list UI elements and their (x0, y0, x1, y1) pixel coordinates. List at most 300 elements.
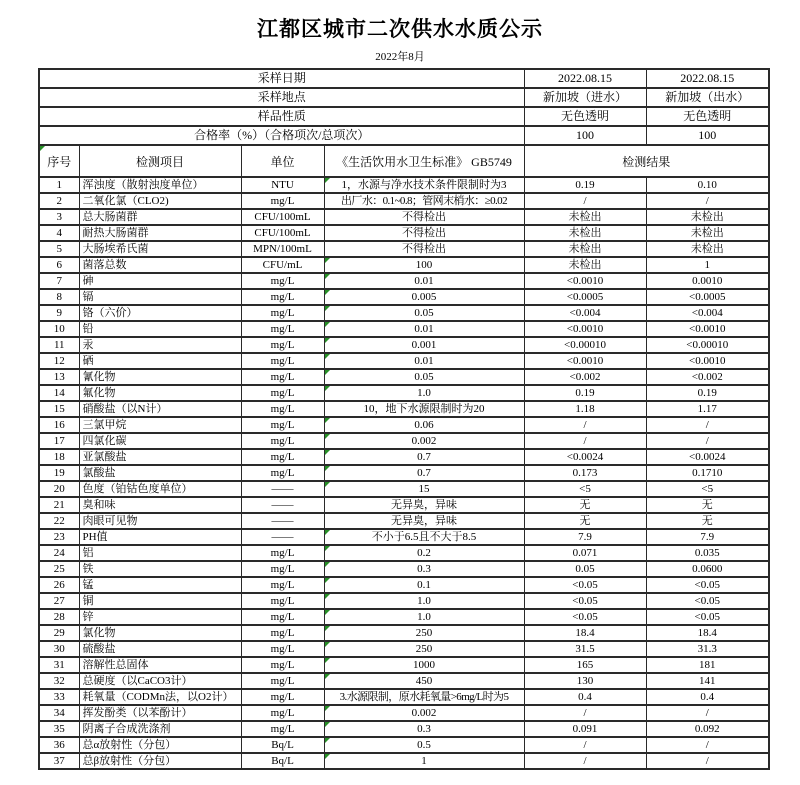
unit-cell: mg/L (241, 657, 324, 673)
result-outlet-cell: <5 (646, 481, 769, 497)
table-row (39, 369, 769, 385)
index-cell: 4 (39, 225, 79, 241)
standard-cell: 250 (324, 641, 524, 657)
excel-flag-icon (325, 418, 330, 423)
result-inlet-cell: / (524, 417, 646, 433)
col-header-label: 序号 (47, 154, 72, 169)
item-cell: 氟化物 (79, 385, 241, 401)
item-cell: 耗氧量（CODMn法，以O2计） (79, 689, 241, 705)
excel-flag-icon (325, 482, 330, 487)
meta-value-inlet: 2022.08.15 (524, 69, 646, 88)
index-cell: 17 (39, 433, 79, 449)
index-cell: 31 (39, 657, 79, 673)
result-outlet-cell: 181 (646, 657, 769, 673)
item-cell: 砷 (79, 273, 241, 289)
table-row (39, 625, 769, 641)
result-inlet-cell: 18.4 (524, 625, 646, 641)
standard-cell: 0.05 (324, 369, 524, 385)
table-row (39, 305, 769, 321)
result-outlet-cell: / (646, 193, 769, 209)
meta-row-sample-nature (39, 107, 769, 126)
result-outlet-cell: 0.1710 (646, 465, 769, 481)
item-cell: 浑浊度（散射浊度单位） (79, 177, 241, 193)
result-outlet-cell: <0.002 (646, 369, 769, 385)
result-inlet-cell: 31.5 (524, 641, 646, 657)
table-row (39, 273, 769, 289)
table-row (39, 337, 769, 353)
index-cell: 24 (39, 545, 79, 561)
item-cell: 硫酸盐 (79, 641, 241, 657)
table-row (39, 449, 769, 465)
result-inlet-cell: / (524, 737, 646, 753)
result-outlet-cell: 无 (646, 513, 769, 529)
result-outlet-cell: / (646, 737, 769, 753)
table-row (39, 289, 769, 305)
unit-cell: Bq/L (241, 753, 324, 769)
table-row (39, 353, 769, 369)
result-inlet-cell: 130 (524, 673, 646, 689)
index-cell: 16 (39, 417, 79, 433)
standard-cell: 不得检出 (324, 225, 524, 241)
standard-cell: 1.0 (324, 385, 524, 401)
standard-cell: 0.5 (324, 737, 524, 753)
meta-label: 样品性质 (39, 107, 524, 126)
standard-cell: 0.7 (324, 449, 524, 465)
table-row (39, 673, 769, 689)
index-cell: 10 (39, 321, 79, 337)
result-inlet-cell: / (524, 705, 646, 721)
excel-flag-icon (325, 658, 330, 663)
result-outlet-cell: <0.0010 (646, 321, 769, 337)
excel-flag-icon (40, 146, 45, 151)
col-header-index (39, 145, 79, 177)
result-outlet-cell: / (646, 417, 769, 433)
result-inlet-cell: <0.0010 (524, 273, 646, 289)
meta-label: 采样地点 (39, 88, 524, 107)
unit-cell: mg/L (241, 609, 324, 625)
table-row (39, 705, 769, 721)
table-row (39, 529, 769, 545)
excel-flag-icon (325, 338, 330, 343)
unit-cell: —— (241, 497, 324, 513)
unit-cell: mg/L (241, 689, 324, 705)
col-header-item: 检测项目 (79, 145, 241, 177)
index-cell: 34 (39, 705, 79, 721)
item-cell: 大肠埃希氏菌 (79, 241, 241, 257)
item-cell: 耐热大肠菌群 (79, 225, 241, 241)
item-cell: 总β放射性（分包） (79, 753, 241, 769)
unit-cell: mg/L (241, 433, 324, 449)
index-cell: 2 (39, 193, 79, 209)
unit-cell: mg/L (241, 401, 324, 417)
item-cell: 氯酸盐 (79, 465, 241, 481)
table-row (39, 241, 769, 257)
index-cell: 9 (39, 305, 79, 321)
result-outlet-cell: 未检出 (646, 241, 769, 257)
unit-cell: mg/L (241, 561, 324, 577)
index-cell: 18 (39, 449, 79, 465)
unit-cell: mg/L (241, 369, 324, 385)
unit-cell: mg/L (241, 641, 324, 657)
unit-cell: mg/L (241, 289, 324, 305)
result-inlet-cell: 0.091 (524, 721, 646, 737)
result-inlet-cell: 0.173 (524, 465, 646, 481)
meta-label: 采样日期 (39, 69, 524, 88)
standard-cell: 0.01 (324, 353, 524, 369)
item-cell: 镉 (79, 289, 241, 305)
index-cell: 22 (39, 513, 79, 529)
index-cell: 19 (39, 465, 79, 481)
result-outlet-cell: / (646, 705, 769, 721)
table-row (39, 417, 769, 433)
item-cell: 铝 (79, 545, 241, 561)
standard-cell: 不小于6.5且不大于8.5 (324, 529, 524, 545)
result-outlet-cell: 18.4 (646, 625, 769, 641)
item-cell: 氯化物 (79, 625, 241, 641)
result-inlet-cell: 未检出 (524, 225, 646, 241)
table-body (39, 177, 769, 769)
standard-cell: 0.002 (324, 433, 524, 449)
standard-cell: 0.001 (324, 337, 524, 353)
result-inlet-cell: 0.19 (524, 177, 646, 193)
result-inlet-cell: <0.0010 (524, 353, 646, 369)
meta-row-sampling-date (39, 69, 769, 88)
standard-cell: 450 (324, 673, 524, 689)
index-cell: 12 (39, 353, 79, 369)
unit-cell: mg/L (241, 385, 324, 401)
result-outlet-cell: <0.0010 (646, 353, 769, 369)
standard-cell: 100 (324, 257, 524, 273)
excel-flag-icon (325, 610, 330, 615)
index-cell: 23 (39, 529, 79, 545)
excel-flag-icon (325, 354, 330, 359)
index-cell: 21 (39, 497, 79, 513)
water-quality-table (38, 68, 770, 770)
result-outlet-cell: 0.4 (646, 689, 769, 705)
item-cell: 氰化物 (79, 369, 241, 385)
column-header-row (39, 145, 769, 177)
table-row (39, 177, 769, 193)
table-row (39, 641, 769, 657)
index-cell: 5 (39, 241, 79, 257)
excel-flag-icon (325, 370, 330, 375)
item-cell: 铬（六价） (79, 305, 241, 321)
table-row (39, 497, 769, 513)
index-cell: 29 (39, 625, 79, 641)
result-outlet-cell: 1.17 (646, 401, 769, 417)
item-cell: 锰 (79, 577, 241, 593)
result-outlet-cell: 0.19 (646, 385, 769, 401)
result-outlet-cell: <0.05 (646, 609, 769, 625)
unit-cell: mg/L (241, 577, 324, 593)
item-cell: 总硬度（以CaCO3计） (79, 673, 241, 689)
unit-cell: mg/L (241, 337, 324, 353)
result-inlet-cell: 未检出 (524, 257, 646, 273)
standard-cell: 1.0 (324, 593, 524, 609)
table-row (39, 577, 769, 593)
standard-cell: 0.06 (324, 417, 524, 433)
index-cell: 20 (39, 481, 79, 497)
standard-cell: 0.3 (324, 561, 524, 577)
item-cell: 总大肠菌群 (79, 209, 241, 225)
excel-flag-icon (325, 258, 330, 263)
excel-flag-icon (325, 290, 330, 295)
item-cell: 三氯甲烷 (79, 417, 241, 433)
unit-cell: mg/L (241, 417, 324, 433)
unit-cell: mg/L (241, 193, 324, 209)
unit-cell: mg/L (241, 673, 324, 689)
meta-value-inlet: 无色透明 (524, 107, 646, 126)
standard-cell: 250 (324, 625, 524, 641)
item-cell: 肉眼可见物 (79, 513, 241, 529)
standard-cell: 无异臭，异味 (324, 497, 524, 513)
item-cell: 铁 (79, 561, 241, 577)
result-inlet-cell: <0.0024 (524, 449, 646, 465)
table-row (39, 465, 769, 481)
excel-flag-icon (325, 594, 330, 599)
excel-flag-icon (325, 466, 330, 471)
excel-flag-icon (325, 530, 330, 535)
result-inlet-cell: 未检出 (524, 209, 646, 225)
standard-cell: 3.水源限制，原水耗氧量>6mg/L时为5 (324, 689, 524, 705)
standard-cell: 0.7 (324, 465, 524, 481)
index-cell: 25 (39, 561, 79, 577)
result-inlet-cell: 0.19 (524, 385, 646, 401)
excel-flag-icon (325, 450, 330, 455)
excel-flag-icon (325, 178, 330, 183)
excel-flag-icon (325, 386, 330, 391)
unit-cell: mg/L (241, 273, 324, 289)
result-inlet-cell: <0.004 (524, 305, 646, 321)
result-outlet-cell: 1 (646, 257, 769, 273)
unit-cell: CFU/100mL (241, 225, 324, 241)
index-cell: 3 (39, 209, 79, 225)
index-cell: 36 (39, 737, 79, 753)
result-outlet-cell: <0.05 (646, 593, 769, 609)
table-row (39, 593, 769, 609)
excel-flag-icon (325, 754, 330, 759)
result-inlet-cell: 1.18 (524, 401, 646, 417)
result-inlet-cell: <0.05 (524, 593, 646, 609)
index-cell: 33 (39, 689, 79, 705)
unit-cell: mg/L (241, 721, 324, 737)
item-cell: 臭和味 (79, 497, 241, 513)
excel-flag-icon (325, 626, 330, 631)
table-row (39, 689, 769, 705)
standard-cell: 0.002 (324, 705, 524, 721)
excel-flag-icon (325, 642, 330, 647)
excel-flag-icon (325, 322, 330, 327)
result-outlet-cell: 7.9 (646, 529, 769, 545)
table-row (39, 225, 769, 241)
index-cell: 7 (39, 273, 79, 289)
result-outlet-cell: 31.3 (646, 641, 769, 657)
standard-cell: 0.005 (324, 289, 524, 305)
result-outlet-cell: 未检出 (646, 225, 769, 241)
index-cell: 6 (39, 257, 79, 273)
report-month: 2022年8月 (375, 51, 425, 63)
result-inlet-cell: 7.9 (524, 529, 646, 545)
excel-flag-icon (325, 434, 330, 439)
index-cell: 11 (39, 337, 79, 353)
standard-cell: 0.01 (324, 321, 524, 337)
meta-value-outlet: 2022.08.15 (646, 69, 769, 88)
table-row (39, 193, 769, 209)
index-cell: 32 (39, 673, 79, 689)
result-outlet-cell: / (646, 433, 769, 449)
page-title: 江都区城市二次供水水质公示 (257, 18, 543, 41)
table-row (39, 401, 769, 417)
water-quality-notice-page (0, 13, 800, 770)
table-row (39, 657, 769, 673)
result-inlet-cell: 0.071 (524, 545, 646, 561)
table-row (39, 513, 769, 529)
index-cell: 35 (39, 721, 79, 737)
excel-flag-icon (325, 274, 330, 279)
unit-cell: mg/L (241, 593, 324, 609)
result-inlet-cell: 165 (524, 657, 646, 673)
index-cell: 28 (39, 609, 79, 625)
result-outlet-cell: <0.00010 (646, 337, 769, 353)
unit-cell: CFU/100mL (241, 209, 324, 225)
item-cell: 挥发酚类（以苯酚计） (79, 705, 241, 721)
result-outlet-cell: 无 (646, 497, 769, 513)
result-inlet-cell: 未检出 (524, 241, 646, 257)
item-cell: 四氯化碳 (79, 433, 241, 449)
excel-flag-icon (325, 306, 330, 311)
table-row (39, 385, 769, 401)
excel-flag-icon (325, 738, 330, 743)
result-outlet-cell: 0.0600 (646, 561, 769, 577)
standard-cell: 无异臭，异味 (324, 513, 524, 529)
result-outlet-cell: 0.035 (646, 545, 769, 561)
meta-value-outlet: 新加坡（出水） (646, 88, 769, 107)
standard-cell: 1.0 (324, 609, 524, 625)
unit-cell: mg/L (241, 353, 324, 369)
standard-cell: 0.01 (324, 273, 524, 289)
result-inlet-cell: <0.0010 (524, 321, 646, 337)
index-cell: 26 (39, 577, 79, 593)
result-inlet-cell: <0.002 (524, 369, 646, 385)
unit-cell: —— (241, 513, 324, 529)
result-outlet-cell: 0.0010 (646, 273, 769, 289)
index-cell: 13 (39, 369, 79, 385)
result-inlet-cell: <0.05 (524, 609, 646, 625)
index-cell: 1 (39, 177, 79, 193)
meta-value-outlet: 无色透明 (646, 107, 769, 126)
standard-cell: 1，水源与净水技术条件限制时为3 (324, 177, 524, 193)
unit-cell: —— (241, 481, 324, 497)
meta-label: 合格率（%）（合格项次/总项次） (39, 126, 524, 145)
excel-flag-icon (325, 722, 330, 727)
item-cell: 铅 (79, 321, 241, 337)
item-cell: 汞 (79, 337, 241, 353)
index-cell: 15 (39, 401, 79, 417)
unit-cell: mg/L (241, 465, 324, 481)
item-cell: 菌落总数 (79, 257, 241, 273)
meta-value-outlet: 100 (646, 126, 769, 145)
table-row (39, 737, 769, 753)
unit-cell: mg/L (241, 545, 324, 561)
result-outlet-cell: <0.0005 (646, 289, 769, 305)
item-cell: 亚氯酸盐 (79, 449, 241, 465)
result-inlet-cell: 无 (524, 513, 646, 529)
standard-cell: 10，地下水源限制时为20 (324, 401, 524, 417)
table-row (39, 433, 769, 449)
result-inlet-cell: 0.4 (524, 689, 646, 705)
standard-cell: 1000 (324, 657, 524, 673)
excel-flag-icon (325, 546, 330, 551)
item-cell: 总α放射性（分包） (79, 737, 241, 753)
standard-cell: 15 (324, 481, 524, 497)
table-row (39, 321, 769, 337)
index-cell: 37 (39, 753, 79, 769)
result-inlet-cell: 0.05 (524, 561, 646, 577)
item-cell: 铜 (79, 593, 241, 609)
item-cell: 锌 (79, 609, 241, 625)
item-cell: 硒 (79, 353, 241, 369)
index-cell: 30 (39, 641, 79, 657)
meta-row-pass-rate (39, 126, 769, 145)
result-outlet-cell: 141 (646, 673, 769, 689)
result-inlet-cell: <5 (524, 481, 646, 497)
item-cell: 色度（铂钴色度单位） (79, 481, 241, 497)
standard-cell: 1 (324, 753, 524, 769)
result-inlet-cell: <0.00010 (524, 337, 646, 353)
standard-cell: 0.3 (324, 721, 524, 737)
unit-cell: Bq/L (241, 737, 324, 753)
col-header-result: 检测结果 (524, 145, 769, 177)
meta-value-inlet: 新加坡（进水） (524, 88, 646, 107)
standard-cell: 0.1 (324, 577, 524, 593)
index-cell: 27 (39, 593, 79, 609)
result-inlet-cell: <0.05 (524, 577, 646, 593)
table-row (39, 545, 769, 561)
result-outlet-cell: 0.10 (646, 177, 769, 193)
result-inlet-cell: 无 (524, 497, 646, 513)
result-inlet-cell: / (524, 193, 646, 209)
index-cell: 14 (39, 385, 79, 401)
index-cell: 8 (39, 289, 79, 305)
unit-cell: mg/L (241, 625, 324, 641)
table-row (39, 721, 769, 737)
standard-cell: 不得检出 (324, 209, 524, 225)
result-outlet-cell: 0.092 (646, 721, 769, 737)
unit-cell: mg/L (241, 449, 324, 465)
meta-row-sampling-site (39, 88, 769, 107)
excel-flag-icon (325, 578, 330, 583)
table-row (39, 257, 769, 273)
item-cell: 溶解性总固体 (79, 657, 241, 673)
result-inlet-cell: <0.0005 (524, 289, 646, 305)
col-header-standard: 《生活饮用水卫生标准》 GB5749 (324, 145, 524, 177)
table-row (39, 609, 769, 625)
unit-cell: CFU/mL (241, 257, 324, 273)
unit-cell: mg/L (241, 321, 324, 337)
standard-cell: 不得检出 (324, 241, 524, 257)
result-outlet-cell: 未检出 (646, 209, 769, 225)
result-outlet-cell: <0.05 (646, 577, 769, 593)
result-inlet-cell: / (524, 433, 646, 449)
unit-cell: NTU (241, 177, 324, 193)
unit-cell: mg/L (241, 305, 324, 321)
table-row (39, 481, 769, 497)
table-row (39, 753, 769, 769)
result-outlet-cell: <0.004 (646, 305, 769, 321)
item-cell: 二氧化氯（CLO2) (79, 193, 241, 209)
result-outlet-cell: / (646, 753, 769, 769)
table-row (39, 209, 769, 225)
